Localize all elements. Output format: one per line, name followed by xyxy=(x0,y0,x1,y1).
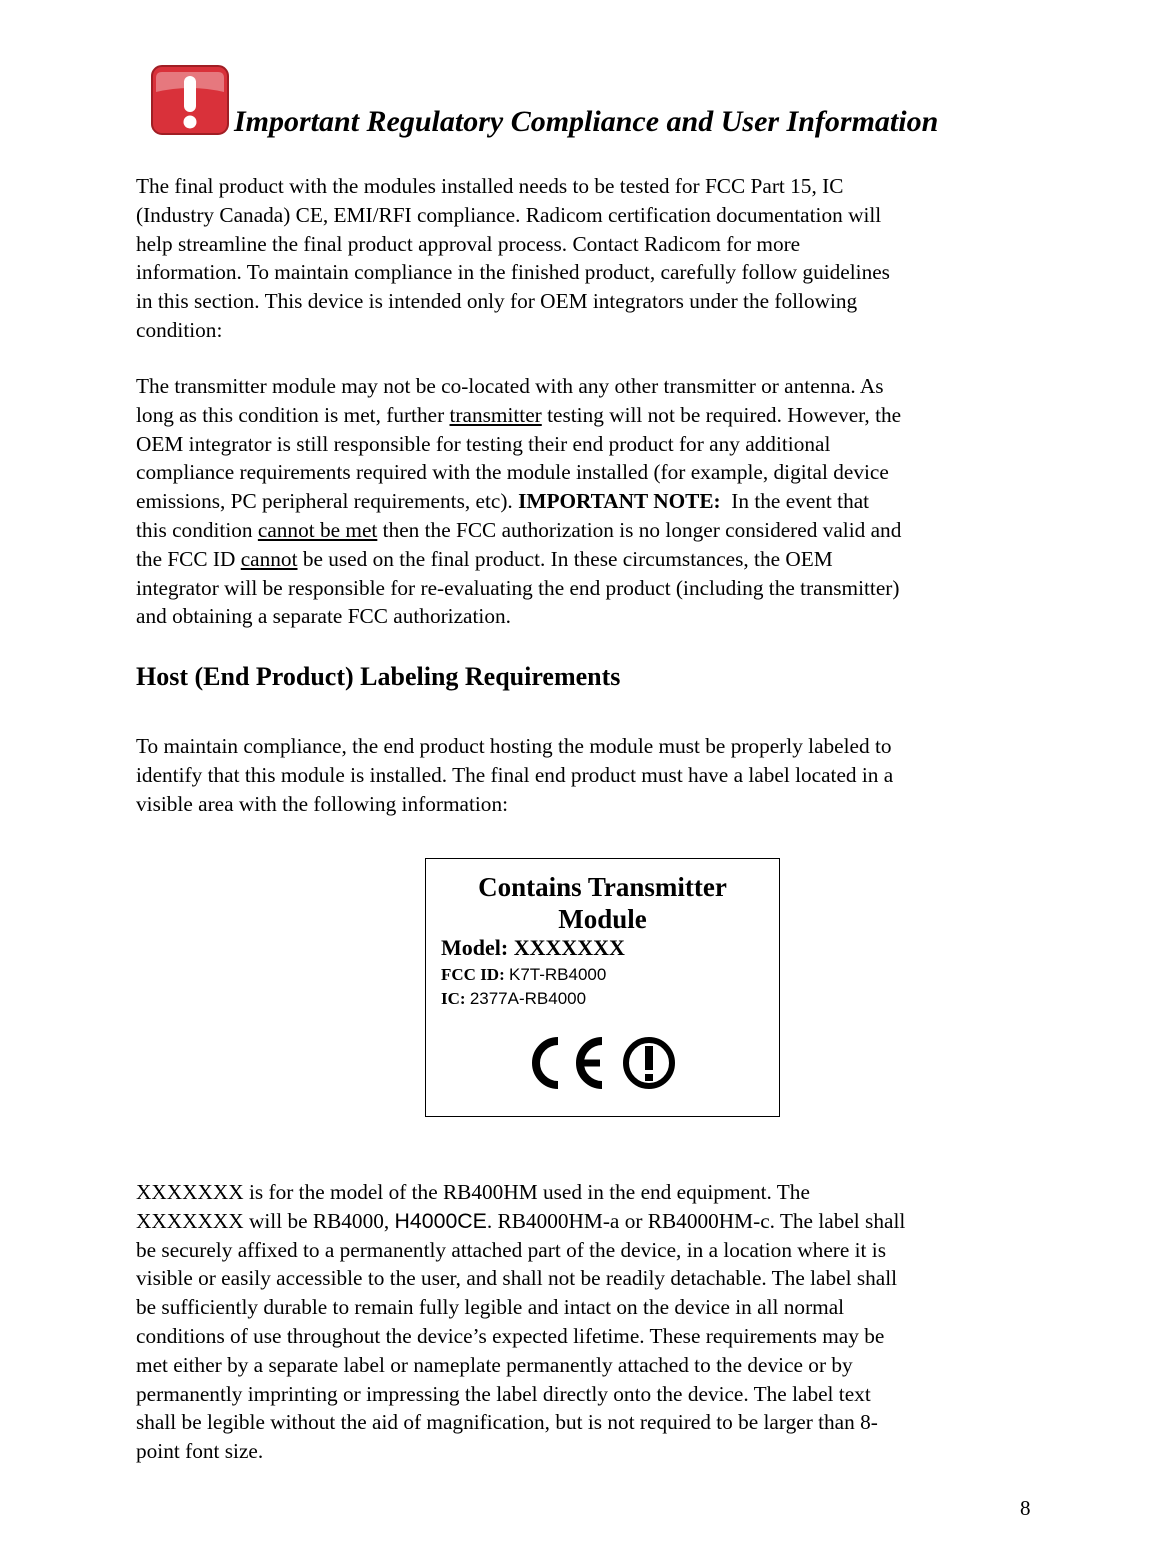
model-code: H4000CE xyxy=(394,1208,487,1233)
paragraph-line: condition: xyxy=(136,317,223,342)
paragraph-line: visible or easily accessible to the user, and shall not be readily detachable. The label shall xyxy=(136,1266,898,1291)
label-example-box xyxy=(425,858,780,1117)
text-run: . RB4000HM-a or RB4000HM-c. The label shall xyxy=(486,1208,906,1233)
fcc-value: K7T-RB4000 xyxy=(509,965,607,984)
ic-value: 2377A-RB4000 xyxy=(469,989,587,1008)
underlined-text: transmitter xyxy=(449,402,542,427)
paragraph-line: To maintain compliance, the end product hosting the module must be properly labeled to xyxy=(136,734,892,758)
colocation-paragraph xyxy=(136,372,1041,631)
paragraph-line: XXXXXXX is for the model of the RB400HM used in the end equipment. The xyxy=(136,1180,810,1204)
model-label: Model: xyxy=(441,935,509,960)
paragraph-line: The final product with the modules installed needs to be tested for FCC Part 15, IC xyxy=(136,174,844,198)
paragraph-line: in this section. This device is intended only for OEM integrators under the following xyxy=(136,289,858,314)
paragraph-line: OEM integrator is still responsible for testing their end product for any additional xyxy=(136,431,831,456)
paragraph-line xyxy=(136,1207,1041,1236)
label-heading-line: Contains Transmitter xyxy=(478,872,727,902)
model-value: XXXXXXX xyxy=(513,935,625,960)
important-note: IMPORTANT NOTE: xyxy=(518,489,721,514)
alert-circle-icon xyxy=(626,1040,672,1086)
text-run: XXXXXXX will be RB4000, xyxy=(136,1208,395,1233)
paragraph-line: information. To maintain compliance in the finished product, carefully follow guidelines xyxy=(136,260,890,285)
paragraph-line: be sufficiently durable to remain fully legible and intact on the device in all normal xyxy=(136,1295,845,1320)
underlined-text: cannot xyxy=(240,546,298,571)
section-heading: Host (End Product) Labeling Requirements xyxy=(136,662,621,691)
model-paragraph xyxy=(136,1178,1041,1466)
paragraph-line: shall be legible without the aid of magnification, but is not required to be larger than 8- xyxy=(136,1410,878,1435)
paragraph-line: and obtaining a separate FCC authorization. xyxy=(136,604,511,629)
page-title: Important Regulatory Compliance and User Information xyxy=(234,105,939,138)
text-run: be used on the final product. In these circumstances, the OEM xyxy=(297,546,833,571)
paragraph-line: be securely affixed to a permanently attached part of the device, in a location where it is xyxy=(136,1237,887,1262)
label-model xyxy=(441,935,625,961)
text-run: the FCC ID xyxy=(136,546,241,571)
paragraph-line xyxy=(136,545,1041,574)
paragraph-line: identify that this module is installed. The final end product must have a label located in a xyxy=(136,762,894,787)
text-run: long as this condition is met, further xyxy=(136,402,450,427)
ce-mark-icon xyxy=(536,1041,602,1085)
label-heading-line: Module xyxy=(558,904,647,934)
exclamation-warning-icon xyxy=(150,64,230,136)
paragraph-line: met either by a separate label or nameplate permanently attached to the device or by xyxy=(136,1352,853,1377)
paragraph-line xyxy=(136,487,1041,516)
paragraph-line: The transmitter module may not be co-located with any other transmitter or antenna. As xyxy=(136,374,884,398)
certification-marks xyxy=(532,1035,678,1091)
ic-label: IC: xyxy=(441,989,466,1008)
paragraph-line: compliance requirements required with the module installed (for example, digital device xyxy=(136,460,889,485)
paragraph-line xyxy=(136,516,1041,545)
page-number: 8 xyxy=(1020,1496,1031,1520)
underlined-text: cannot be met xyxy=(257,517,378,542)
text-run: emissions, PC peripheral requirements, etc). xyxy=(136,489,519,514)
label-heading xyxy=(426,871,779,935)
label-fcc-id xyxy=(441,965,606,985)
label-ic xyxy=(441,989,586,1009)
text-run: then the FCC authorization is no longer considered valid and xyxy=(377,517,902,542)
paragraph-line: help streamline the final product approval process. Contact Radicom for more xyxy=(136,231,801,256)
paragraph-line xyxy=(136,401,1041,430)
labeling-paragraph xyxy=(136,732,1041,818)
paragraph-line: conditions of use throughout the device’s expected lifetime. These requirements may be xyxy=(136,1323,885,1348)
paragraph-line: (Industry Canada) CE, EMI/RFI compliance. Radicom certification documentation will xyxy=(136,202,882,227)
paragraph-line: permanently imprinting or impressing the label directly onto the device. The label text xyxy=(136,1381,871,1406)
paragraph-line: point font size. xyxy=(136,1439,264,1464)
fcc-label: FCC ID: xyxy=(441,965,505,984)
text-run: In the event that xyxy=(720,489,870,514)
text-run: testing will not be required. However, the xyxy=(541,402,902,427)
text-run: this condition xyxy=(136,517,258,542)
intro-paragraph xyxy=(136,172,1041,345)
paragraph-line: visible area with the following information: xyxy=(136,791,509,816)
paragraph-line: integrator will be responsible for re-evaluating the end product (including the transmitter) xyxy=(136,575,900,600)
